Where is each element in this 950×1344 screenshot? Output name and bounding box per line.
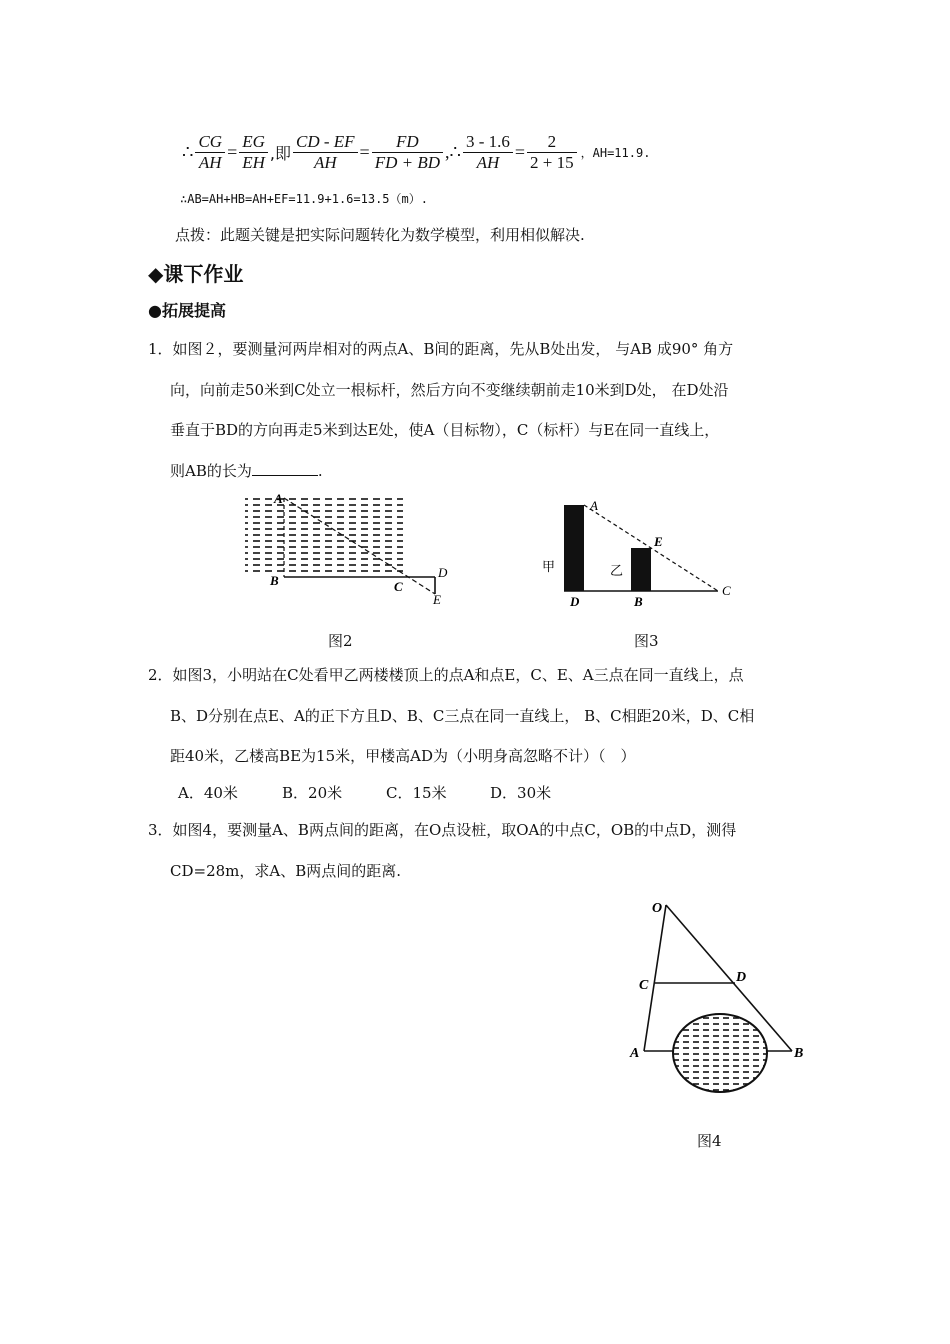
fraction-cd-ef-ah [293, 132, 358, 173]
fraction-numerator: CG [195, 132, 225, 153]
solution-tip: 点拨：此题关键是把实际问题转化为数学模型，利用相似解决. [175, 226, 585, 244]
answer-blank[interactable] [252, 475, 318, 476]
fraction-denominator: AH [198, 152, 222, 172]
ji-text: ,即 [269, 143, 291, 163]
option-a[interactable]: A．40米 [178, 784, 238, 802]
river-area [245, 495, 403, 573]
ah-result: ，AH=11.9. [580, 145, 651, 160]
solution-equation [180, 124, 650, 180]
subsection-title: ●拓展提高 [148, 301, 226, 320]
figure-4-diagram [622, 895, 822, 1110]
q2-line-1: 2．如图3，小明站在C处看甲乙两楼楼顶上的点A和点E，C、E、A三点在同一直线上，点 [148, 666, 744, 684]
fraction-numerator: 3 - 1.6 [463, 132, 513, 153]
label-c: C [639, 978, 649, 993]
q3-line-2: CD=28m，求A、B两点间的距离. [170, 862, 402, 880]
label-d: D [570, 594, 580, 609]
q1-line-4-text: 则AB的长为 [170, 462, 252, 480]
label-a: A [274, 491, 283, 506]
equals-sign: = [514, 141, 526, 162]
building-jia [564, 505, 584, 591]
fraction-denominator: AH [476, 152, 500, 172]
q1-line-3: 垂直于BD的方向再走5米到达E处，使A（目标物），C（标杆）与E在同一直线上， [170, 421, 720, 439]
fraction-denominator: EH [242, 152, 265, 172]
pond-area [673, 1014, 767, 1092]
option-d[interactable]: D．30米 [490, 784, 552, 802]
label-e: E [433, 592, 441, 607]
figure-3-caption: 图3 [634, 632, 659, 650]
fraction-numerator: FD [372, 132, 443, 153]
q1-line-4-end: . [317, 462, 323, 480]
equals-sign: = [359, 141, 370, 162]
q3-line-1: 3．如图4，要测量A、B两点间的距离，在O点设桩，取OA的中点C，OB的中点D，测得 [148, 821, 737, 839]
fraction-denominator: AH [313, 152, 337, 172]
label-e: E [654, 534, 663, 549]
fraction-denominator: 2 + 15 [530, 152, 574, 172]
label-d: D [736, 970, 747, 985]
label-b: B [794, 1046, 804, 1061]
fraction-numerator: 2 [527, 132, 577, 153]
therefore-symbol: ∴ [182, 141, 194, 162]
q1-line-2: 向，向前走50米到C处立一根标杆，然后方向不变继续朝前走10米到D处， 在D处沿 [170, 381, 729, 399]
fraction-eg-eh [239, 132, 268, 173]
label-b: B [634, 594, 643, 609]
fraction-fd-fdbd [372, 132, 443, 173]
label-c: C [722, 583, 731, 598]
q2-line-2: B、D分别在点E、A的正下方且D、B、C三点在同一直线上， B、C相距20米，D、C相 [170, 707, 755, 725]
figure-2-caption: 图2 [328, 632, 353, 650]
figure-3-diagram [530, 495, 740, 610]
therefore-separator: ,∴ [445, 141, 461, 162]
label-jia: 甲 [542, 560, 556, 575]
equals-sign: = [227, 141, 238, 162]
solution-line-2: ∴AB=AH+HB=AH+EF=11.9+1.6=13.5（m）. [180, 192, 428, 206]
figure-4-caption: 图4 [697, 1132, 722, 1150]
label-b: B [270, 573, 279, 588]
q2-options [178, 783, 594, 803]
fraction-numerator: CD - EF [293, 132, 358, 153]
q2-line-3: 距40米，乙楼高BE为15米，甲楼高AD为（小明身高忽略不计）（ ） [170, 747, 636, 765]
option-b[interactable]: B．20米 [282, 784, 343, 802]
label-a: A [630, 1046, 640, 1061]
label-a: A [590, 498, 598, 513]
label-d: D [438, 565, 448, 580]
option-c[interactable]: C．15米 [386, 784, 447, 802]
fraction-denominator: FD + BD [374, 152, 440, 172]
q1-line-1: 1．如图２，要测量河两岸相对的两点A、B间的距离，先从B处出发， 与AB 成90° 角方 [148, 340, 734, 358]
building-yi [631, 548, 651, 591]
label-o: O [652, 901, 663, 916]
fraction-3-16-ah [463, 132, 513, 173]
q1-line-4 [170, 461, 323, 481]
label-yi: 乙 [610, 564, 624, 579]
fraction-2-215 [527, 132, 577, 173]
fraction-numerator: EG [239, 132, 268, 153]
label-c: C [394, 579, 403, 594]
section-title: ◆课下作业 [148, 262, 244, 286]
fraction-cg-ah [195, 132, 225, 173]
figure-2-diagram [240, 490, 460, 608]
